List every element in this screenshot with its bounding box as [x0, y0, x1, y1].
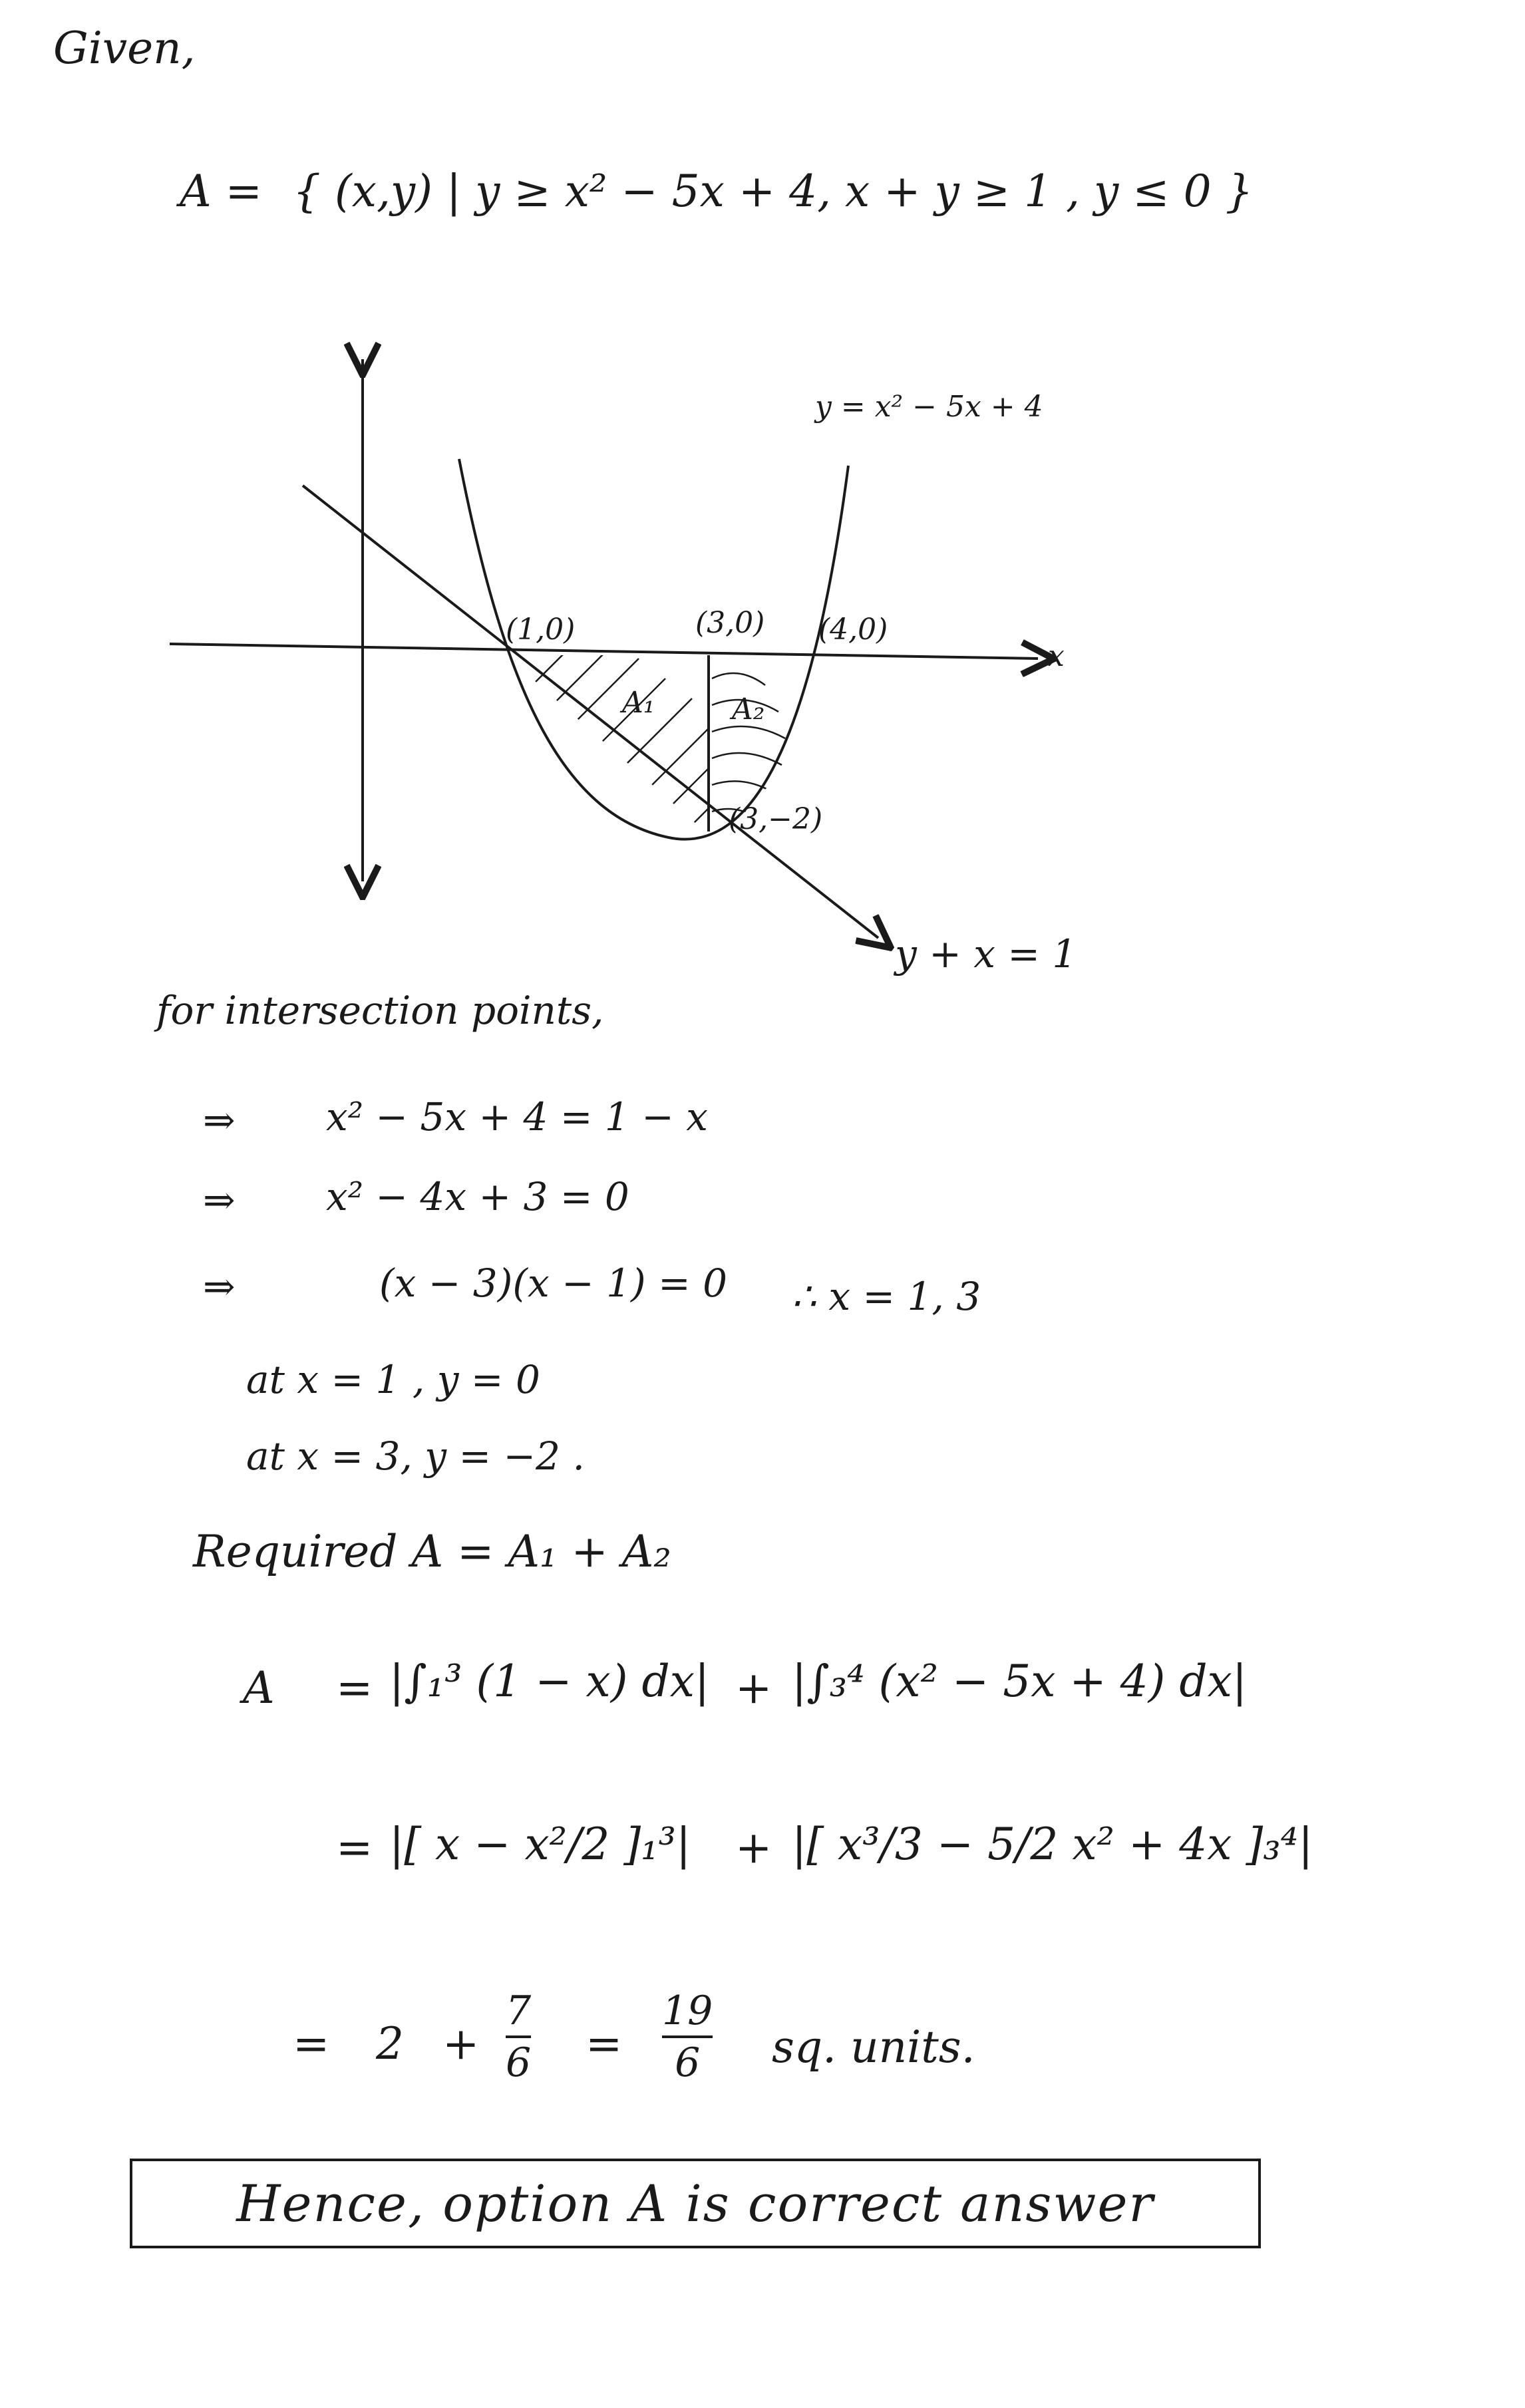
- equation-2: x² − 4x + 3 = 0: [326, 1174, 629, 1219]
- region-a2-label: A₂: [732, 692, 765, 726]
- equals-4: =: [586, 2018, 623, 2069]
- line-curve: [303, 486, 878, 938]
- units-label: sq. units.: [772, 2022, 975, 2073]
- equation-3: (x − 3)(x − 1) = 0: [379, 1261, 728, 1306]
- roots: ∴ x = 1, 3: [792, 1274, 981, 1319]
- implies-arrow-1: ⇒: [203, 1098, 236, 1143]
- line-label: y + x = 1: [895, 931, 1077, 977]
- set-definition: { (x,y) | y ≥ x² − 5x + 4, x + y ≥ 1 , y ≤ 0 }: [293, 166, 1254, 217]
- plus-1: +: [735, 1662, 772, 1714]
- point-3-neg2: (3,−2): [729, 802, 823, 836]
- intro-text: for intersection points,: [156, 988, 604, 1033]
- answer-box: Hence, option A is correct answer: [130, 2159, 1261, 2248]
- fraction-7-6-den: 6: [506, 2039, 532, 2086]
- integral-term-1: |∫₁³ (1 − x) dx|: [389, 1656, 710, 1707]
- equals-1: =: [336, 1662, 373, 1714]
- required-area: Required A = A₁ + A₂: [193, 1526, 671, 1577]
- implies-arrow-2: ⇒: [203, 1177, 236, 1223]
- evaluated-term-2: |[ x³/3 − 5/2 x² + 4x ]₃⁴|: [792, 1819, 1313, 1870]
- fraction-19-6: [662, 1989, 713, 2085]
- at-x1: at x = 1 , y = 0: [246, 1357, 540, 1402]
- evaluated-term-1: |[ x − x²/2 ]₁³|: [389, 1819, 691, 1870]
- fraction-7-6: [506, 1989, 531, 2085]
- given-label: Given,: [53, 23, 196, 74]
- at-x3: at x = 3, y = −2 .: [246, 1433, 585, 1479]
- integral-term-2: |∫₃⁴ (x² − 5x + 4) dx|: [792, 1656, 1248, 1707]
- point-3-0: (3,0): [695, 606, 765, 640]
- area-lhs: A: [243, 1662, 275, 1714]
- fraction-19-6-num: 19: [662, 1988, 713, 2034]
- equation-1: x² − 5x + 4 = 1 − x: [326, 1094, 708, 1139]
- x-axis: [170, 644, 1038, 659]
- parabola-label: y = x² − 5x + 4: [815, 390, 1043, 424]
- plus-3: +: [442, 2018, 480, 2069]
- fraction-7-6-num: 7: [506, 1988, 532, 2034]
- implies-arrow-3: ⇒: [203, 1264, 236, 1309]
- equals-2: =: [336, 1822, 373, 1873]
- point-1-0: (1,0): [506, 613, 576, 647]
- equals-3: =: [293, 2018, 330, 2069]
- result-2: 2: [376, 2018, 404, 2069]
- region-a1-label: A₁: [622, 686, 655, 720]
- plus-2: +: [735, 1822, 772, 1873]
- x-axis-label: x: [1048, 639, 1065, 673]
- set-lhs: A =: [180, 166, 262, 217]
- point-4-0: (4,0): [818, 613, 888, 647]
- fraction-19-6-den: 6: [675, 2039, 701, 2086]
